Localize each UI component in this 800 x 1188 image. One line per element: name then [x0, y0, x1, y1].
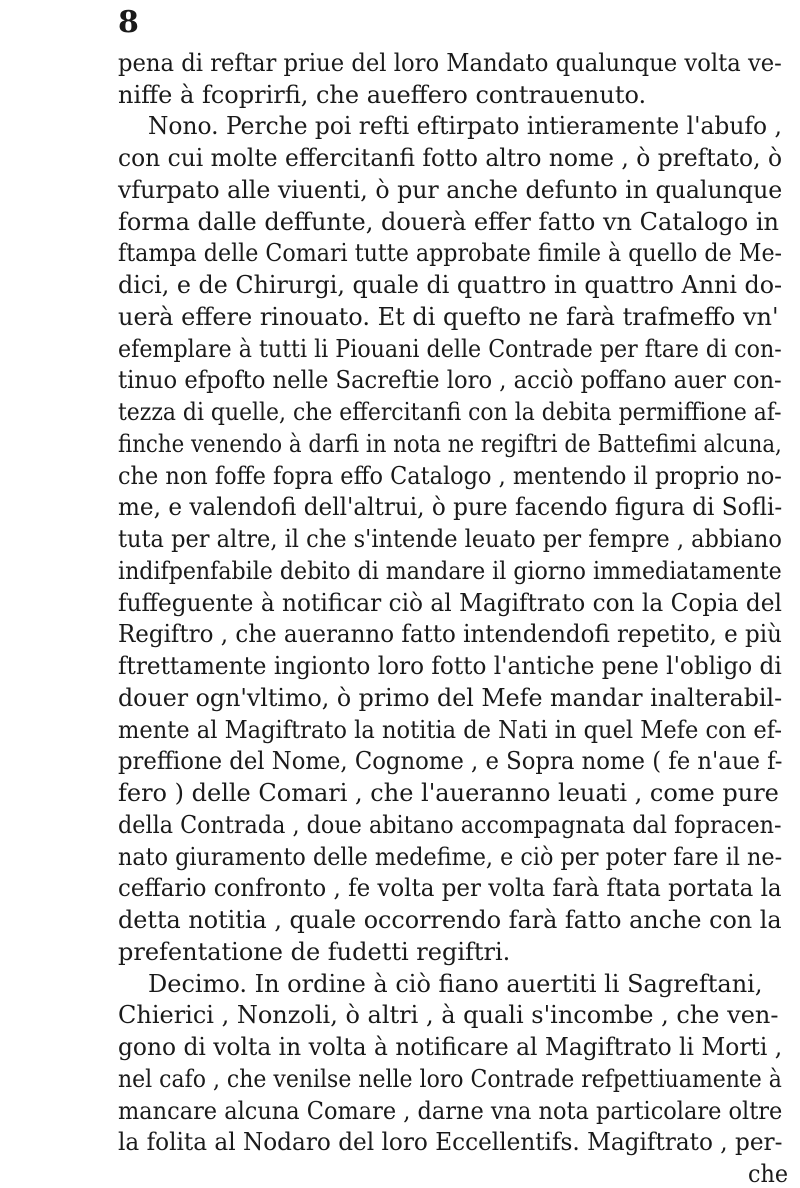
text-line: prefentatione de fudetti regiftri. [118, 937, 511, 966]
text-line: finche venendo à darfi in nota ne regiftri de Battefimi alcuna, [118, 429, 782, 458]
text-line: niffe à fcoprirfi, che aueffero contrauenuto. [118, 80, 647, 109]
text-line: tezza di quelle, che effercitanfi con la debita permiffione af- [118, 398, 782, 427]
text-line: preffione del Nome, Cognome , e Sopra nome ( fe n'aue f- [118, 747, 783, 776]
text-line: che non foffe fopra effo Catalogo , mentendo il proprio no- [118, 461, 782, 490]
text-line: Regiftro , che aueranno fatto intendendofi repetito, e più [118, 620, 782, 649]
text-line: Chierici , Nonzoli, ò altri , à quali s'incombe , che ven- [118, 1001, 779, 1030]
text-line: ftrettamente ingionto loro fotto l'antiche pene l'obligo di [118, 652, 782, 681]
text-line: me, e valendofi dell'altrui, ò pure facendo figura di Sofli- [118, 493, 783, 522]
text-line: vfurpato alle viuenti, ò pur anche defunto in qualunque [118, 175, 783, 204]
text-line: tinuo efpofto nelle Sacreftie loro , acciò poffano auer con- [118, 366, 782, 395]
text-line: mente al Magiftrato la notitia de Nati in quel Mefe con ef- [118, 715, 782, 744]
text-line: fero ) delle Comari , che l'aueranno leuati , come pure [118, 779, 779, 808]
text-line: la folita al Nodaro del loro Eccellentifs. Magiftrato , per- [118, 1128, 783, 1157]
text-line: Nono. Perche poi refti eftirpato intieramente l'abufo , [148, 112, 782, 141]
text-line: tuta per altre, il che s'intende leuato per fempre , abbiano [118, 525, 782, 554]
catchword: che [748, 1160, 789, 1188]
text-line: dici, e de Chirurgi, quale di quattro in quattro Anni do- [118, 271, 783, 300]
text-line: ceffario confronto , fe volta per volta farà ftata portata la [118, 874, 782, 903]
text-line: forma dalle deffunte, douerà effer fatto vn Catalogo in [118, 207, 779, 236]
text-line: mancare alcuna Comare , darne vna nota particolare oltre [118, 1096, 783, 1125]
page-number: 8 [118, 5, 139, 40]
text-line: Decimo. In ordine à ciò fiano auertiti li Sagreftani, [148, 969, 763, 998]
text-line: efemplare à tutti li Piouani delle Contrade per ftare di con- [118, 334, 782, 363]
text-line: gono di volta in volta à notificare al Magiftrato li Morti , [118, 1033, 783, 1062]
text-line: pena di reftar priue del loro Mandato qualunque volta ve- [118, 49, 782, 77]
text-line: fuffeguente à notificar ciò al Magiftrato con la Copia del [118, 588, 782, 617]
text-line: nato giuramento delle medefime, e ciò per poter fare il ne- [118, 842, 783, 871]
text-line: indifpenfabile debito di mandare il giorno immediatamente [118, 556, 782, 585]
text-line: uerà effere rinouato. Et di quefto ne farà trafmeffo vn' [118, 302, 779, 331]
text-line: con cui molte effercitanfi fotto altro nome , ò preftato, ò [118, 144, 783, 173]
text-line: ftampa delle Comari tutte approbate fimile à quello de Me- [118, 239, 783, 268]
text-line: della Contrada , doue abitano accompagnata dal fopracen- [118, 810, 782, 839]
text-line: nel cafo , che venilse nelle loro Contrade refpettiuamente à [118, 1064, 782, 1093]
text-line: douer ogn'vltimo, ò primo del Mefe mandar inalterabil- [118, 683, 783, 712]
text-line: detta notitia , quale occorrendo farà fatto anche con la [118, 906, 782, 935]
